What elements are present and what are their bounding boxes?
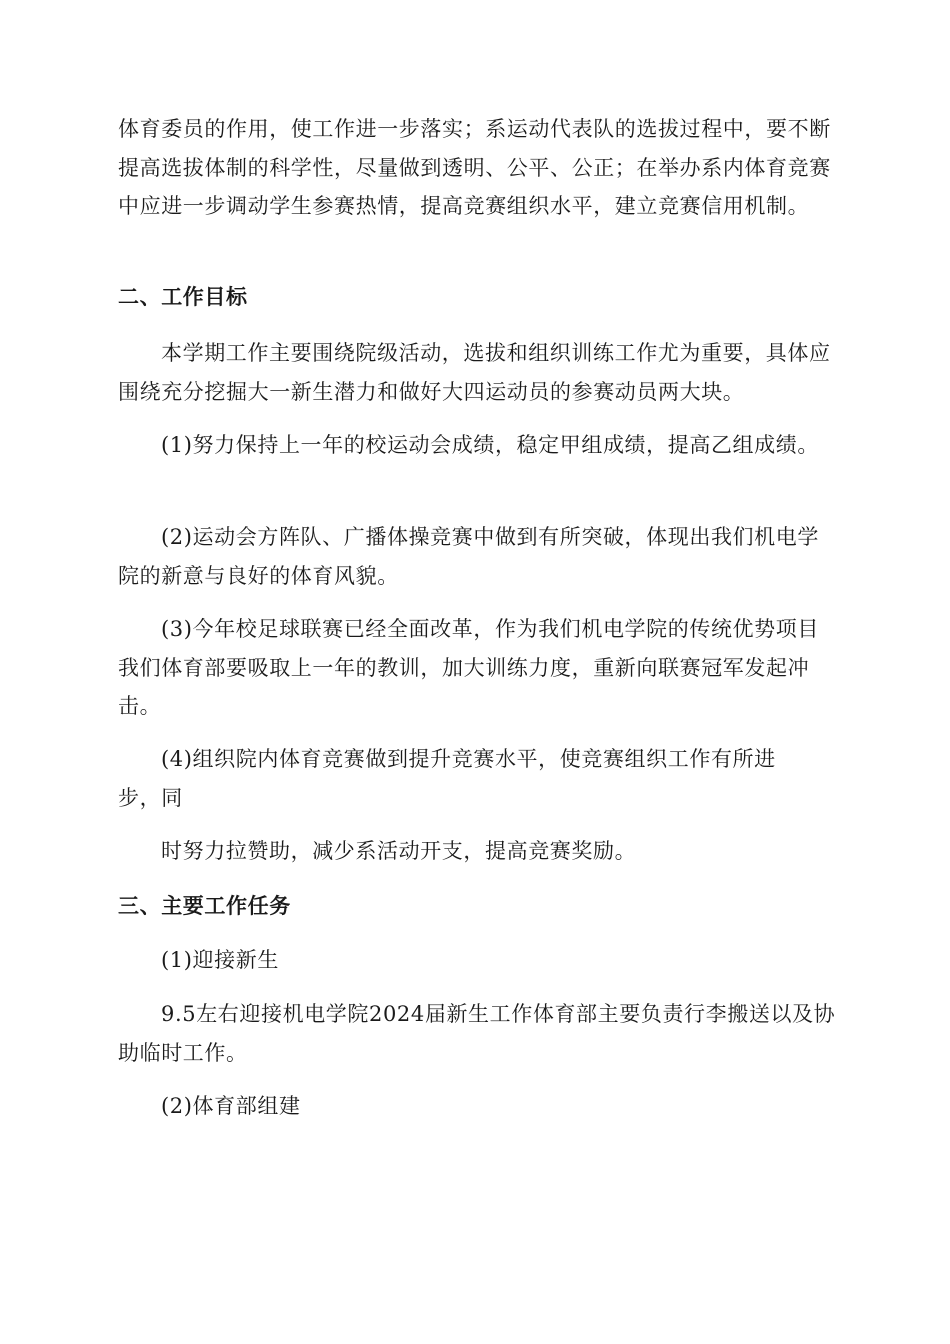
paragraph-goals-overview: 本学期工作主要围绕院级活动，选拔和组织训练工作尤为重要，具体应围绕充分挖掘大一新生潜力和做好大四运动员的参赛动员两大块。 (118, 341, 831, 404)
paragraph-goal-4-continuation: 时努力拉赞助，减少系活动开支，提高竞赛奖励。 (161, 839, 637, 863)
paragraph-goal-2: (2)运动会方阵队、广播体操竞赛中做到有所突破，体现出我们机电学院的新意与良好的体育风貌。 (118, 525, 819, 588)
heading-work-goals: 二、工作目标 (118, 285, 248, 309)
paragraph-task-1-detail: 9.5左右迎接机电学院2024届新生工作体育部主要负责行李搬送以及协助临时工作。 (118, 1002, 836, 1065)
paragraph-task-2-title: (2)体育部组建 (161, 1094, 301, 1118)
paragraph-goal-1: (1)努力保持上一年的校运动会成绩，稳定甲组成绩，提高乙组成绩。 (161, 433, 819, 457)
heading-main-tasks: 三、主要工作任务 (118, 894, 291, 918)
paragraph-intro-continuation: 体育委员的作用，使工作进一步落实；系运动代表队的选拔过程中，要不断提高选拔体制的科学性，尽量做到透明、公平、公正；在举办系内体育竞赛中应进一步调动学生参赛热情，提高竞赛组织水平，建立竞赛信用机制。 (118, 117, 831, 218)
paragraph-goal-3: (3)今年校足球联赛已经全面改革，作为我们机电学院的传统优势项目我们体育部要吸取上一年的教训，加大训练力度，重新向联赛冠军发起冲击。 (118, 617, 819, 718)
paragraph-task-1-title: (1)迎接新生 (161, 948, 279, 972)
paragraph-goal-4: (4)组织院内体育竞赛做到提升竞赛水平，使竞赛组织工作有所进步，同 (118, 747, 776, 810)
